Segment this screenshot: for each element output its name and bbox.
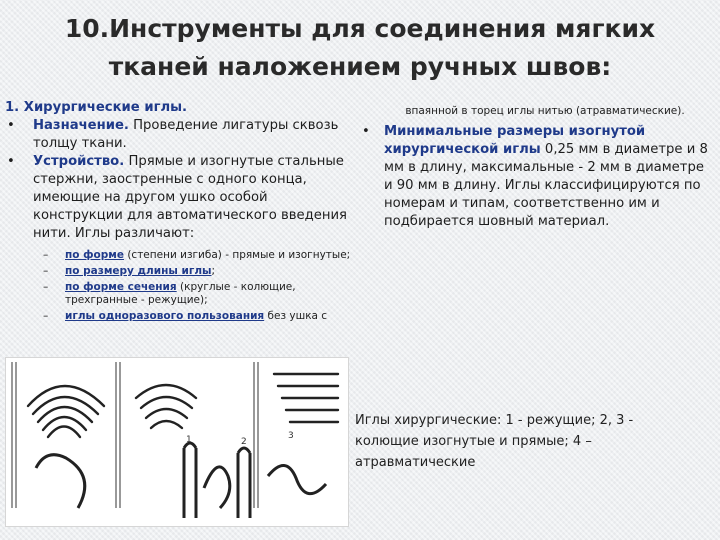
- figure-label-3: 3: [288, 431, 294, 441]
- dash-icon: –: [43, 265, 49, 277]
- sub-item-label: по форме сечения: [65, 281, 177, 293]
- bullet-sizes: [356, 123, 716, 231]
- dash-icon: –: [43, 249, 49, 261]
- sub-item-label: иглы одноразового пользования: [65, 310, 265, 322]
- right-column: [356, 105, 716, 231]
- sub-item-disposable: [5, 310, 355, 323]
- bullet-sizes-label: Минимальные размеры изогнутой хирургической иглы: [384, 124, 646, 157]
- left-column: [5, 99, 355, 323]
- slide-title: [0, 10, 720, 86]
- dash-icon: –: [43, 281, 49, 293]
- section-heading: 1. Хирургические иглы.: [5, 100, 188, 115]
- title-line-1: 10.Инструменты для соединения мягких: [64, 14, 656, 43]
- sub-item-length: [5, 265, 355, 278]
- sub-item-shape: [5, 249, 355, 262]
- bullet-sizes-text: 0,25 мм в диаметре и 8 мм в длину, максимальные - 2 мм в диаметре и 90 мм в длину. Иглы классифицируются по номерам и типам, соответственно им и подбирается шовный материал.: [384, 142, 708, 229]
- bullet-structure-label: Устройство.: [33, 154, 125, 169]
- sub-item-text: (степени изгиба) - прямые и изогнутые;: [123, 249, 351, 261]
- sub-item-section: [5, 281, 355, 307]
- sub-item-label: по форме: [65, 249, 124, 261]
- figure-label-2: 2: [241, 437, 247, 447]
- needles-drawing: [6, 358, 348, 526]
- sub-item-text: (круглые - колющие, трехгранные - режущие);: [65, 281, 296, 306]
- bullet-dot-icon: •: [362, 124, 370, 139]
- title-line-2: тканей наложением ручных швов:: [108, 52, 612, 81]
- bullet-structure-text: Прямые и изогнутые стальные стержни, заостренные с одного конца, имеющие на другом ушко особой конструкции для автоматического введения нити. Иглы различают:: [33, 154, 347, 241]
- bullet-structure: [5, 153, 355, 243]
- figure-label-1: 1: [186, 435, 192, 445]
- continuation-text: впаянной в торец иглы нитью (атравматические).: [405, 105, 685, 117]
- needles-illustration: [5, 357, 349, 527]
- bullet-purpose-text: Проведение лигатуры сквозь толщу ткани.: [33, 118, 339, 151]
- sub-item-text: без ушка с: [264, 310, 328, 322]
- bullet-dot-icon: •: [7, 118, 15, 133]
- figure-caption: Иглы хирургические: 1 - режущие; 2, 3 - колющие изогнутые и прямые; 4 – атравматические: [355, 413, 634, 470]
- bullet-purpose: [5, 117, 355, 153]
- dash-icon: –: [43, 310, 49, 322]
- bullet-dot-icon: •: [7, 154, 15, 169]
- sub-item-text: ;: [211, 265, 216, 277]
- bullet-purpose-label: Назначение.: [33, 118, 129, 133]
- sub-item-label: по размеру длины иглы: [65, 265, 212, 277]
